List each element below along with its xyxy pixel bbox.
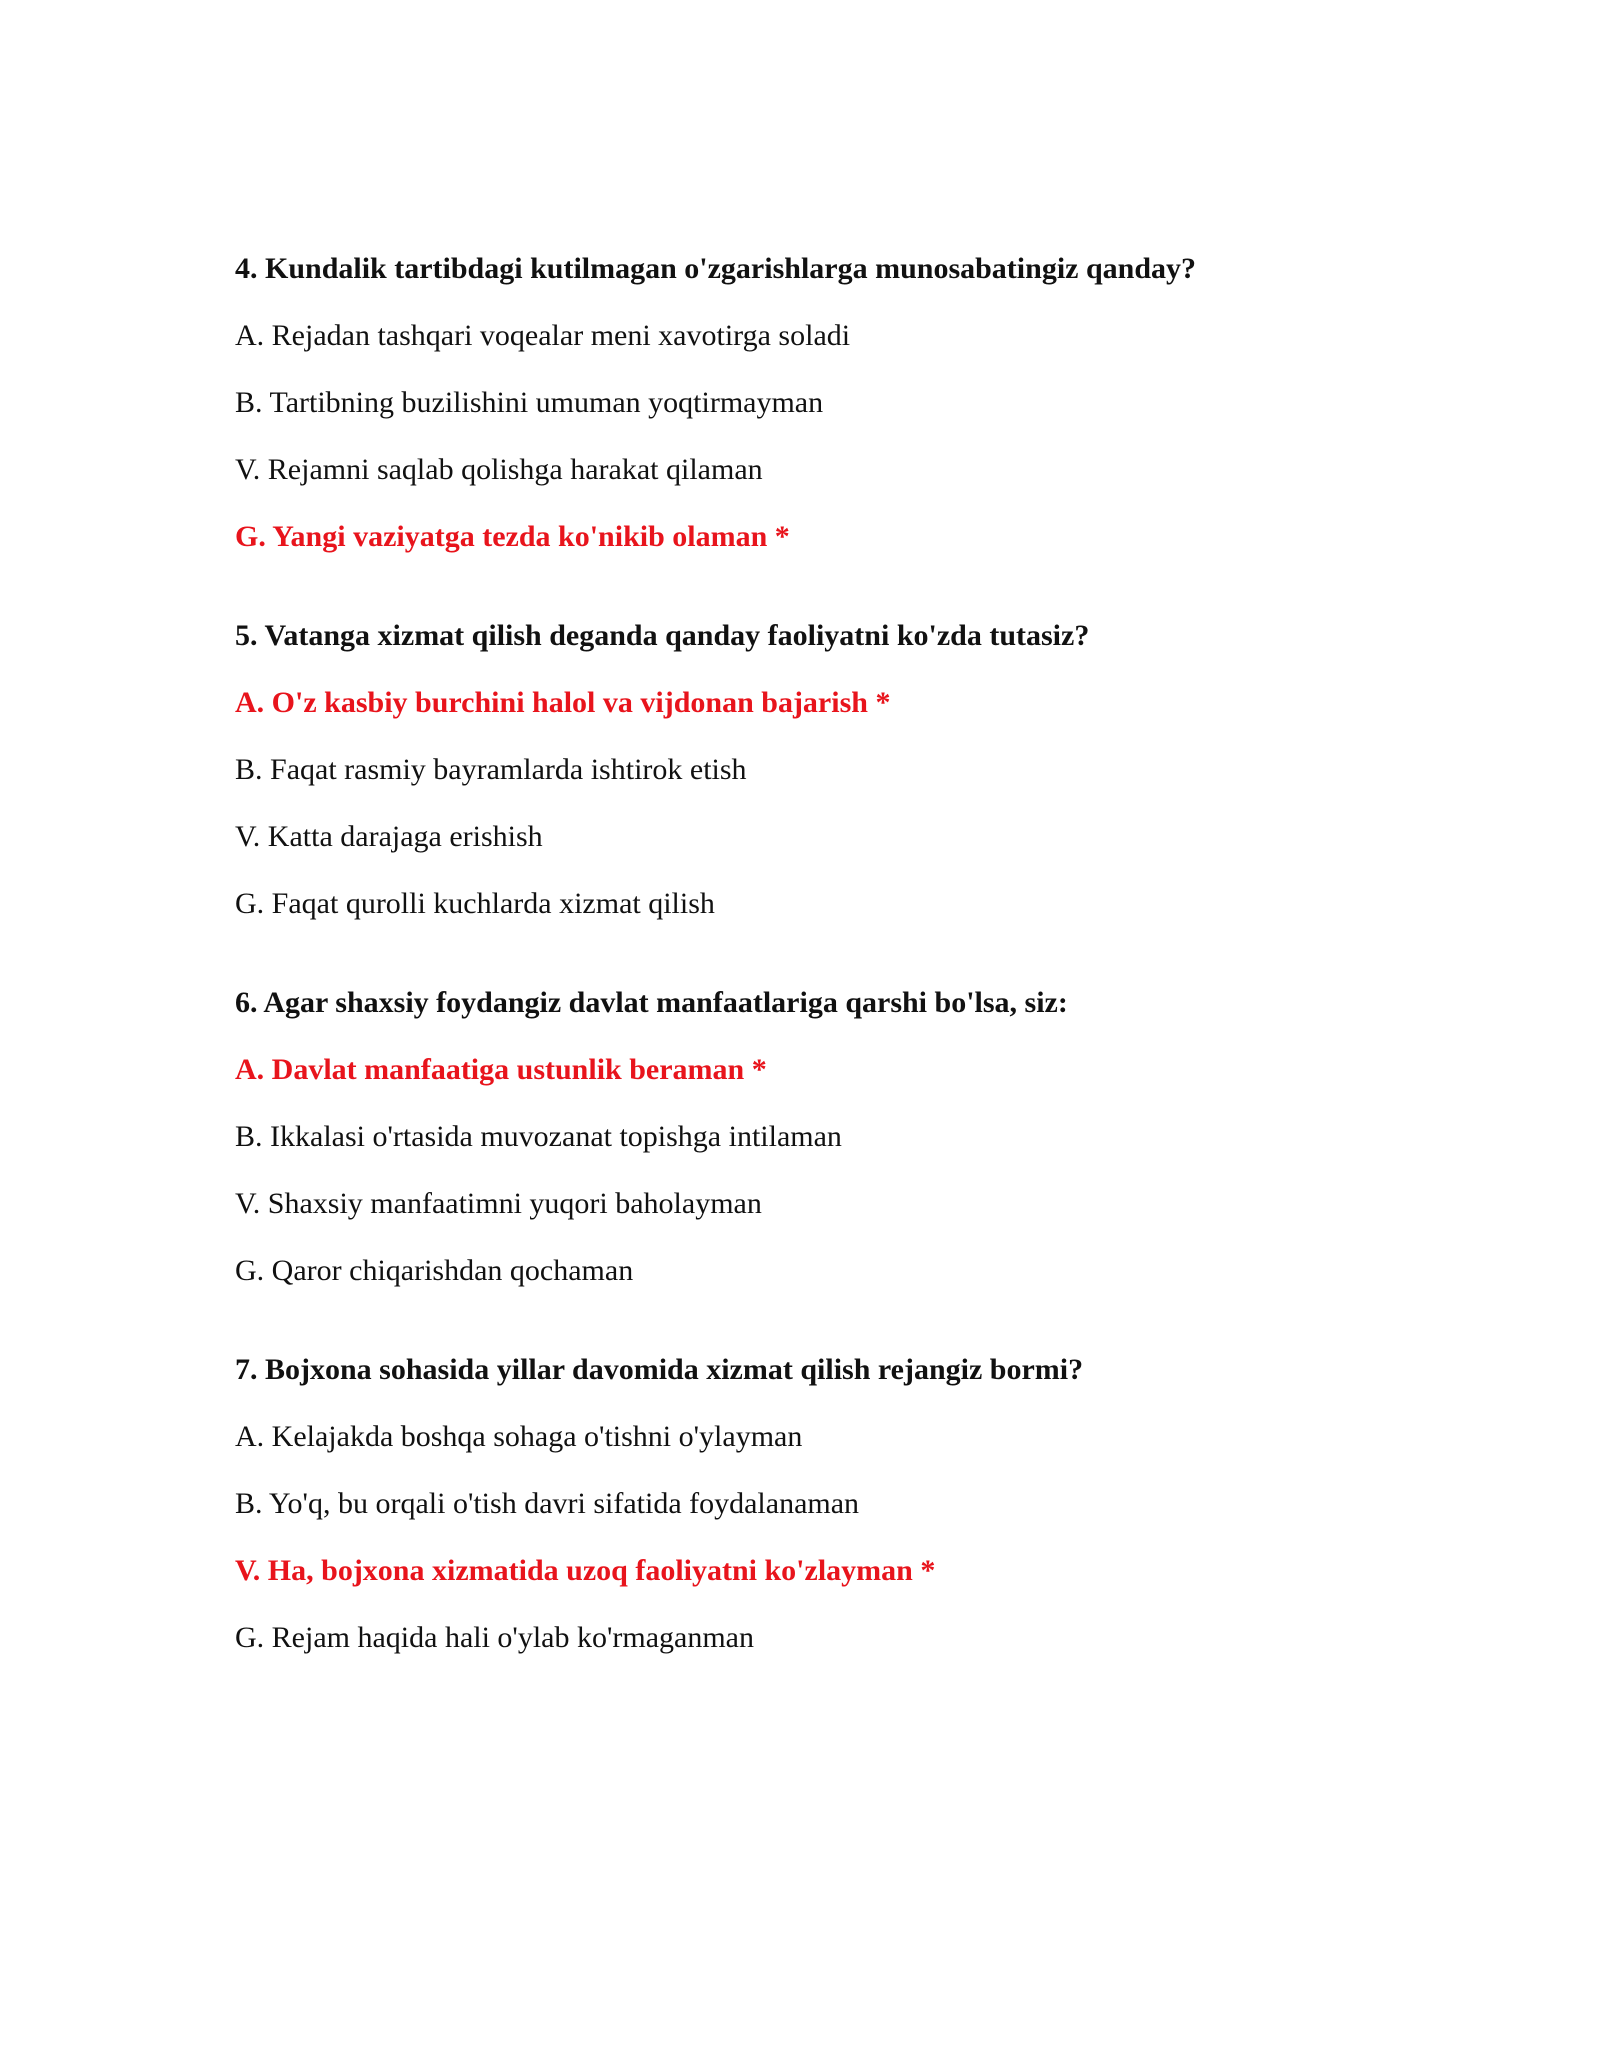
answer-option-b: B. Ikkalasi o'rtasida muvozanat topishga intilaman [235, 1120, 842, 1153]
answer-option-g: G. Faqat qurolli kuchlarda xizmat qilish [235, 887, 715, 920]
question-text: 5. Vatanga xizmat qilish deganda qanday faoliyatni ko'zda tutasiz? [235, 619, 1090, 652]
answer-option-b: B. Tartibning buzilishini umuman yoqtirmayman [235, 386, 824, 419]
answer-option-b: B. Faqat rasmiy bayramlarda ishtirok etish [235, 753, 747, 786]
question-block-5 [235, 619, 1415, 921]
answer-option-v: V. Katta darajaga erishish [235, 820, 543, 853]
question-text: 4. Kundalik tartibdagi kutilmagan o'zgarishlarga munosabatingiz qanday? [235, 252, 1197, 285]
question-text: 6. Agar shaxsiy foydangiz davlat manfaatlariga qarshi bo'lsa, siz: [235, 986, 1068, 1019]
answer-option-v: V. Shaxsiy manfaatimni yuqori baholayman [235, 1187, 762, 1220]
answer-option-g: G. Qaror chiqarishdan qochaman [235, 1254, 634, 1287]
question-block-7 [235, 1353, 1415, 1655]
answer-option-v: V. Rejamni saqlab qolishga harakat qilaman [235, 453, 763, 486]
question-text: 7. Bojxona sohasida yillar davomida xizmat qilish rejangiz bormi? [235, 1353, 1084, 1386]
answer-option-v-correct: V. Ha, bojxona xizmatida uzoq faoliyatni ko'zlayman * [235, 1554, 936, 1587]
answer-option-a-correct: A. O'z kasbiy burchini halol va vijdonan bajarish * [235, 686, 891, 719]
question-block-4 [235, 252, 1415, 554]
answer-option-g: G. Rejam haqida hali o'ylab ko'rmaganman [235, 1621, 754, 1654]
answer-option-b: B. Yo'q, bu orqali o'tish davri sifatida foydalanaman [235, 1487, 860, 1520]
answer-option-a: A. Rejadan tashqari voqealar meni xavotirga soladi [235, 319, 851, 352]
quiz-content [235, 252, 1415, 1720]
answer-option-a-correct: A. Davlat manfaatiga ustunlik beraman * [235, 1053, 767, 1086]
answer-option-g-correct: G. Yangi vaziyatga tezda ko'nikib olaman * [235, 520, 790, 553]
question-block-6 [235, 986, 1415, 1288]
answer-option-a: A. Kelajakda boshqa sohaga o'tishni o'ylayman [235, 1420, 803, 1453]
